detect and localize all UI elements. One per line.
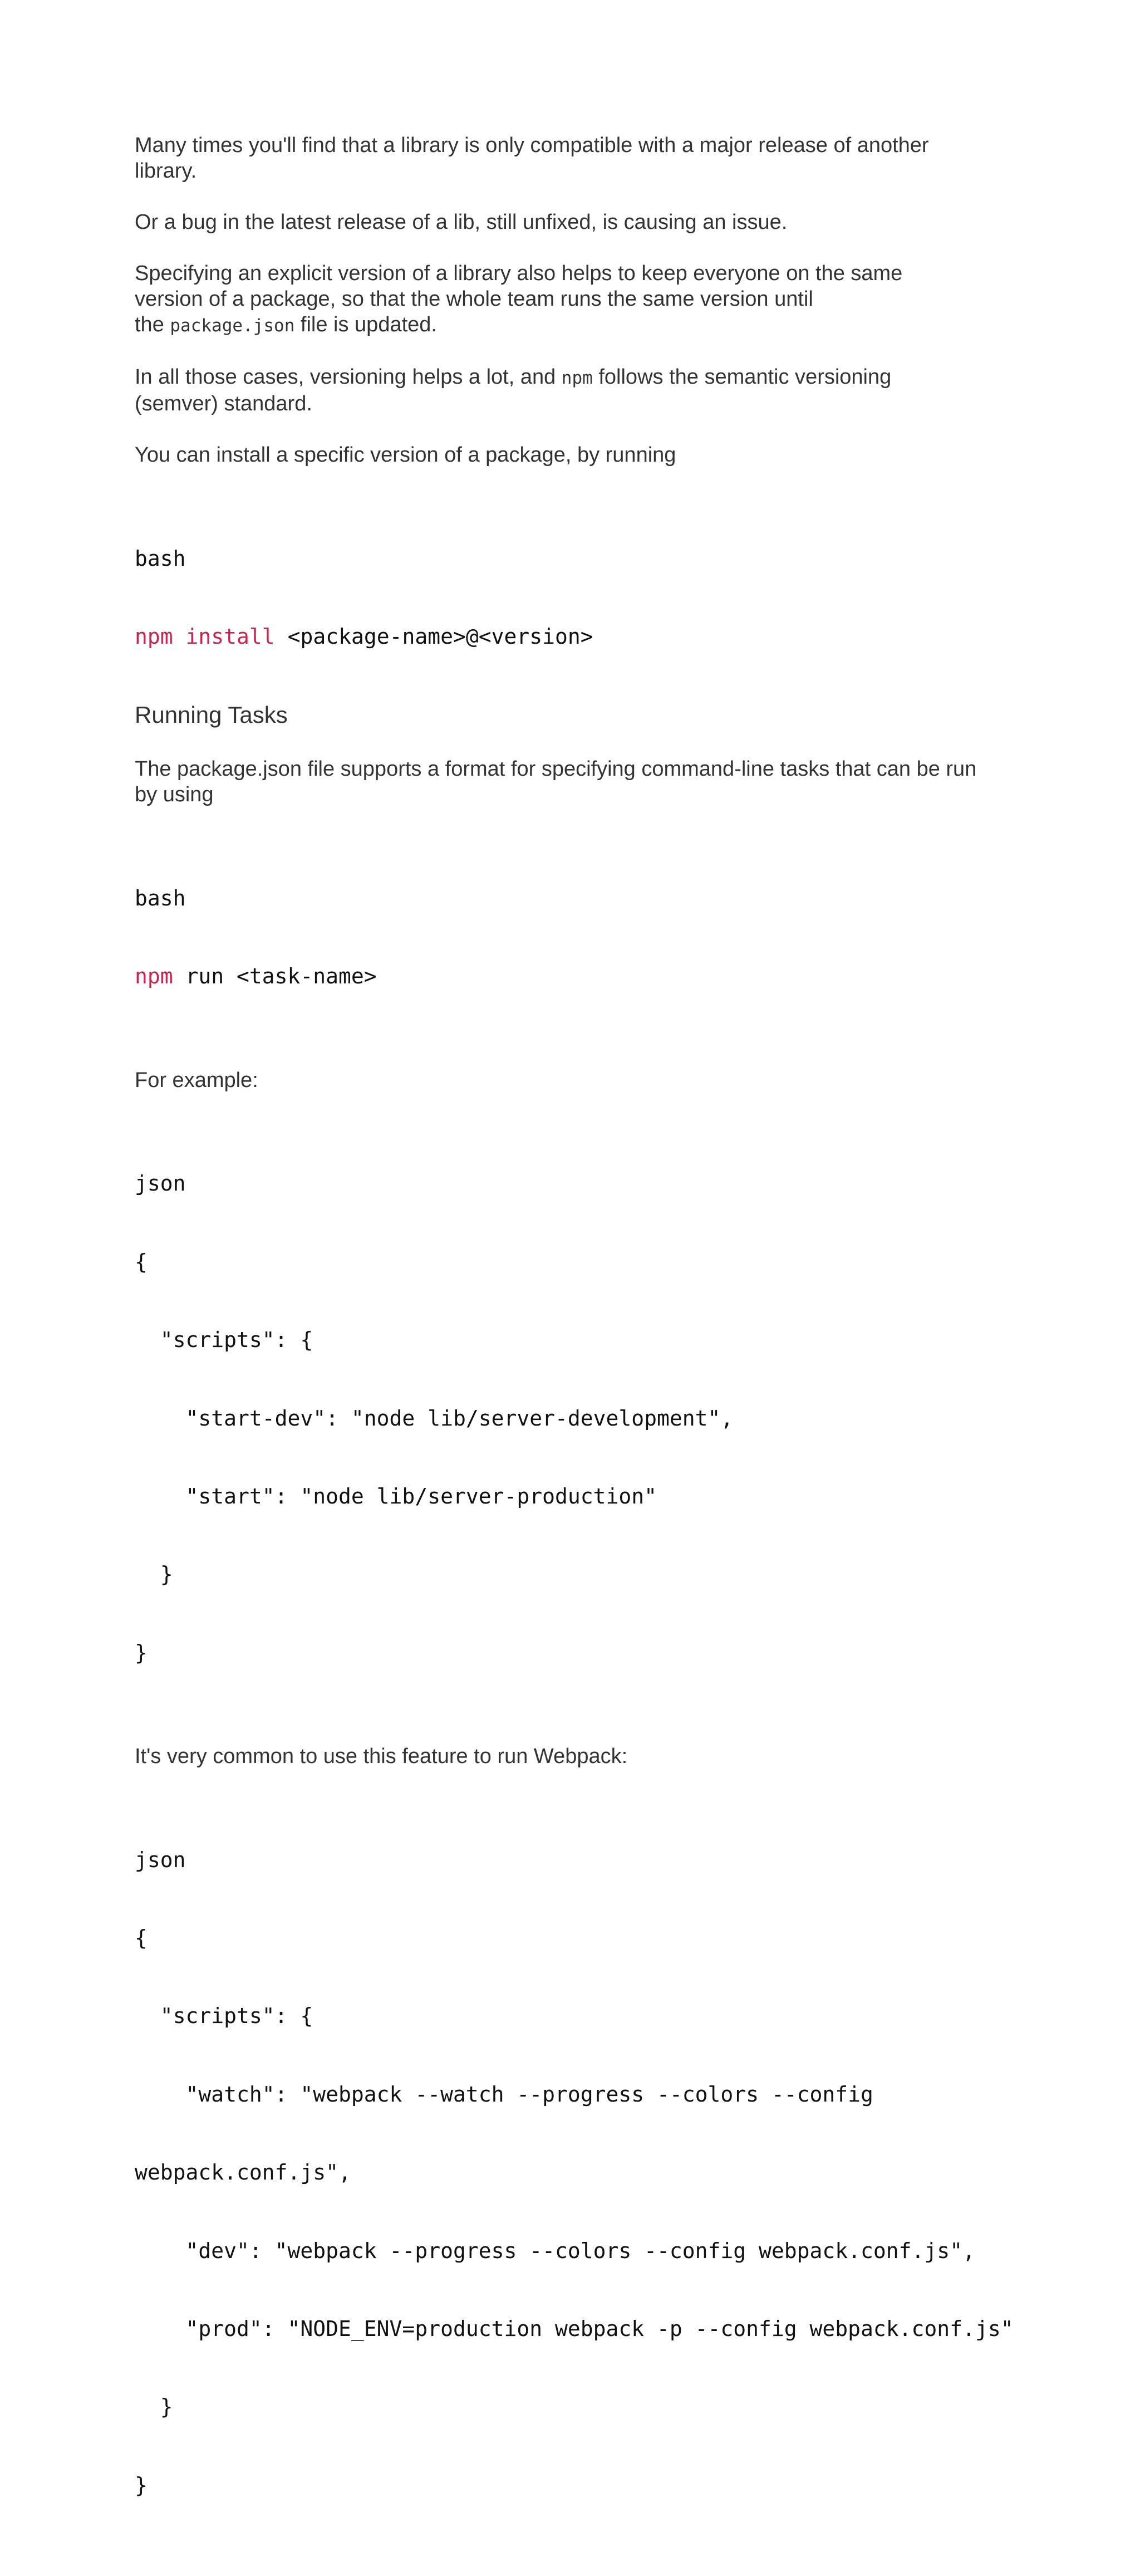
code-line: "start-dev": "node lib/server-development", (135, 1405, 734, 1431)
code-block-scripts-example (135, 1119, 1025, 1718)
code-block-webpack-scripts (135, 1795, 1025, 2550)
paragraph-explicit-version (135, 261, 1025, 339)
code-line (135, 963, 1025, 990)
code-lang-label: bash (135, 546, 186, 571)
code-line: "watch": "webpack --watch --progress --colors --config (135, 2082, 873, 2107)
inline-code-package-json: package.json (170, 316, 295, 336)
paragraph-install-version: You can install a specific version of a package, by running (135, 443, 676, 467)
paragraph-webpack: It's very common to use this feature to run Webpack: (135, 1745, 628, 1769)
paragraph-explicit-version-line2: version of a package, so that the whole team runs the same version until (135, 287, 813, 311)
code-line: "scripts": { (135, 1328, 313, 1353)
paragraph-explicit-version-after: file is updated. (294, 313, 437, 336)
code-block-install (135, 493, 1025, 702)
code-line: { (135, 1926, 148, 1951)
code-keyword-npm: npm (135, 624, 173, 649)
paragraph-versioning-after: follows the semantic versioning (semver) standard. (135, 365, 892, 415)
paragraph-versioning (135, 364, 959, 417)
paragraph-bug: Or a bug in the latest release of a lib, still unfixed, is causing an issue. (135, 210, 788, 234)
paragraph-versioning-before: In all those cases, versioning helps a lot, and (135, 365, 562, 389)
code-line: } (135, 1562, 173, 1587)
code-keyword-install: install (185, 624, 275, 649)
code-lang-label: bash (135, 885, 186, 910)
code-args: run <task-name> (173, 964, 377, 989)
document-page (135, 133, 1025, 2576)
paragraph-tasks-format: The package.json file supports a format for specifying command-line tasks that can be run by using (135, 757, 977, 807)
code-line: "scripts": { (135, 2004, 313, 2029)
code-args: <package-name>@<version> (274, 624, 593, 649)
paragraph-library-compat: Many times you'll find that a library is only compatible with a major release of another library. (135, 134, 929, 183)
section-heading-running-tasks: Running Tasks (135, 702, 288, 728)
paragraph-explicit-version-line1: Specifying an explicit version of a library also helps to keep everyone on the same (135, 262, 903, 285)
inline-code-npm: npm (561, 368, 593, 388)
code-line: } (135, 2472, 148, 2497)
code-block-run (135, 833, 1025, 1041)
code-lang-label: json (135, 1847, 186, 1872)
code-line: "start": "node lib/server-production" (135, 1483, 657, 1509)
code-line: } (135, 2394, 173, 2420)
code-line: { (135, 1249, 148, 1274)
code-line: } (135, 1640, 148, 1665)
code-line (135, 624, 1025, 650)
code-line: webpack.conf.js", (135, 2160, 351, 2185)
code-line: "dev": "webpack --progress --colors --config webpack.conf.js", (135, 2238, 975, 2263)
code-lang-label: json (135, 1171, 186, 1196)
paragraph-for-example: For example: (135, 1068, 258, 1092)
paragraph-explicit-version-before: the (135, 313, 170, 336)
code-keyword-npm: npm (135, 964, 173, 989)
code-line: "prod": "NODE_ENV=production webpack -p --config webpack.conf.js" (135, 2317, 1014, 2342)
